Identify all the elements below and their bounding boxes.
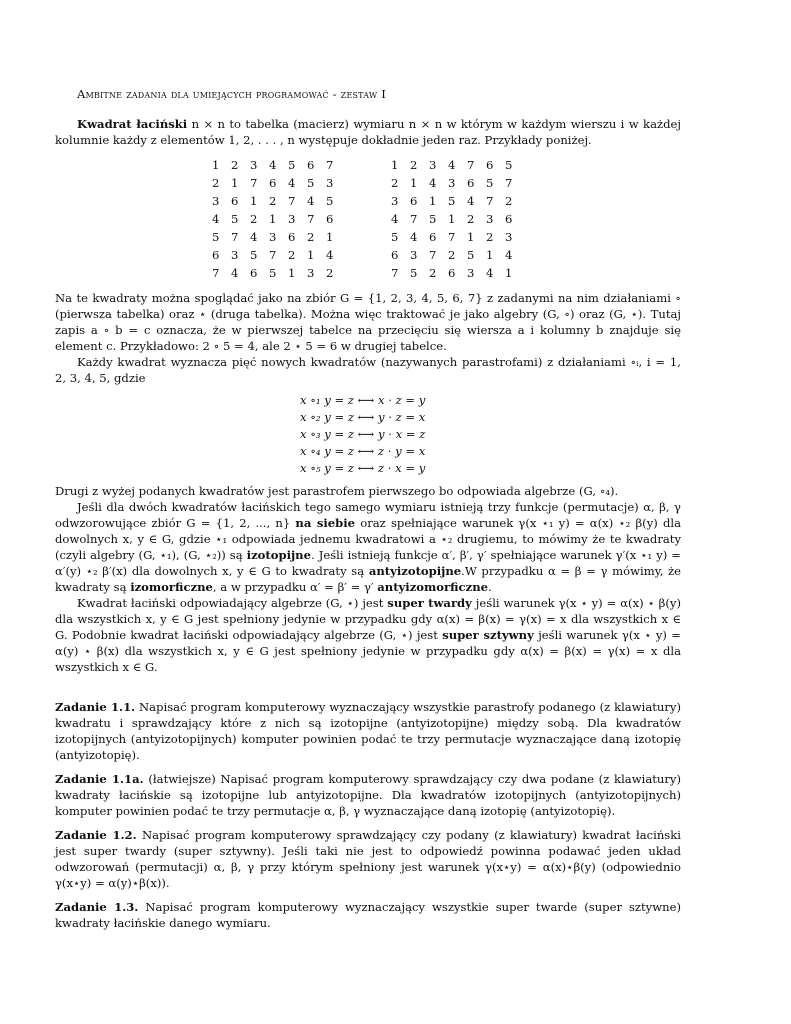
square-cell: 2 [410,158,418,172]
square-row [212,174,345,192]
square-cell: 6 [250,266,258,280]
square-cell: 5 [448,194,456,208]
square-cell: 3 [212,194,220,208]
square-cell: 1 [288,266,296,280]
task-1-1a [55,771,681,819]
square-cell: 3 [467,266,475,280]
square-cell: 3 [486,212,494,226]
parastrophe-equations [300,392,681,477]
latin-square-2 [391,156,524,282]
square-cell: 4 [391,212,399,226]
task-text: Napisać program komputerowy wyznaczający wszystkie parastrofy podanego (z klawiatury) kwadratu i sprawdzający które z nich są izotopijne (antyizotopijne) między sobą. Dla kwadratów izotopijnych (antyizotopijnych) komputer powinien podać te trzy permutacje wyznaczające daną izotopię (antyizotopię). [55,700,681,762]
task-1-2 [55,827,681,891]
text: . Jeśli istnieją funkcje α′, β′, γ′ spełniające warunek γ′(x ⋆₁ y) = α′(y) ⋆₂ β′(x) dla dowolnych x, y ∈ G to kwadraty są [55,548,682,578]
square-cell: 6 [269,176,277,190]
square-cell: 4 [486,266,494,280]
term-izomorficzne: izomorficzne [130,580,213,594]
square-cell: 2 [288,248,296,262]
square-row [212,192,345,210]
intro-term: Kwadrat łaciński [77,117,188,131]
square-cell: 4 [505,248,513,262]
square-cell: 4 [231,266,239,280]
square-cell: 4 [250,230,258,244]
equation: x ∘₃ y = z ⟷ y · x = z [300,427,426,441]
square-cell: 6 [288,230,296,244]
square-cell: 2 [486,230,494,244]
task-label: Zadanie 1.1a. [55,772,144,786]
square-cell: 5 [250,248,258,262]
text: Kwadrat łaciński odpowiadający algebrze (G, ⋆) jest [77,596,388,610]
square-cell: 4 [410,230,418,244]
square-cell: 1 [307,248,315,262]
square-cell: 5 [391,230,399,244]
square-cell: 1 [212,158,220,172]
square-cell: 2 [448,248,456,262]
equation: x ∘₁ y = z ⟷ x · z = y [300,393,426,407]
square-cell: 5 [429,212,437,226]
square-cell: 6 [391,248,399,262]
square-cell: 7 [326,158,334,172]
square-row [391,246,524,264]
equation: x ∘₄ y = z ⟷ z · y = x [300,444,426,458]
square-cell: 6 [448,266,456,280]
square-cell: 6 [486,158,494,172]
square-cell: 7 [269,248,277,262]
square-cell: 5 [467,248,475,262]
square-cell: 4 [326,248,334,262]
term-super-twardy: super twardy [387,596,472,610]
square-row [212,156,345,174]
square-cell: 5 [231,212,239,226]
square-cell: 3 [448,176,456,190]
term-antyizomorficzne: antyizomorficzne [377,580,489,594]
square-cell: 2 [231,158,239,172]
square-cell: 7 [467,158,475,172]
task-text: Napisać program komputerowy sprawdzający czy podany (z klawiatury) kwadrat łaciński jest super twardy (super sztywny). Jeśli taki nie jest to odpowiedź powinna podawać jeden układ odwzorowań (permutacji) α, β, γ przy którym spełniony jest warunek γ(x⋆y) = α(x)⋆β(y) (odpowiednio γ(x⋆y) = α(y)⋆β(x)). [55,828,681,890]
square-cell: 1 [448,212,456,226]
task-1-1 [55,699,681,763]
square-row [212,264,345,282]
paragraph-parastrophes: Każdy kwadrat wyznacza pięć nowych kwadratów (nazywanych parastrofami) z działaniami ∘ᵢ, i = 1, 2, 3, 4, 5, gdzie [55,355,681,385]
square-cell: 3 [307,266,315,280]
square-cell: 4 [288,176,296,190]
square-cell: 1 [467,230,475,244]
square-cell: 2 [250,212,258,226]
square-cell: 7 [307,212,315,226]
square-cell: 1 [505,266,513,280]
square-row [391,228,524,246]
paragraph-second-square: Drugi z wyżej podanych kwadratów jest parastrofem pierwszego bo odpowiada algebrze (G, ∘₄). [55,484,619,498]
square-cell: 1 [391,158,399,172]
square-cell: 4 [467,194,475,208]
square-cell: 6 [505,212,513,226]
task-label: Zadanie 1.3. [55,900,139,914]
square-row [212,210,345,228]
square-row [212,246,345,264]
text: . [488,580,492,594]
square-cell: 5 [486,176,494,190]
square-cell: 1 [410,176,418,190]
text: Jeśli dla dwóch kwadratów łacińskich tego samego wymiaru istnieją trzy funkcje (permutacje) α, β, γ odwzorowujące zbiór G = {1, 2, ..., n} [55,500,681,530]
equation: x ∘₂ y = z ⟷ y · z = x [300,410,426,424]
square-cell: 7 [288,194,296,208]
square-cell: 7 [391,266,399,280]
square-cell: 2 [269,194,277,208]
square-cell: 5 [212,230,220,244]
square-cell: 3 [288,212,296,226]
square-cell: 2 [391,176,399,190]
square-cell: 3 [505,230,513,244]
square-cell: 5 [410,266,418,280]
square-cell: 1 [429,194,437,208]
intro-text: n × n to tabelka (macierz) wymiaru n × n w którym w każdym wierszu i w każdej kolumnie każdy z elementów 1, 2, . . . , n występuje dokładnie jeden raz. Przykłady poniżej. [55,117,681,147]
square-row [391,156,524,174]
square-cell: 7 [429,248,437,262]
square-cell: 2 [429,266,437,280]
paragraph-super [55,595,681,675]
document-page [55,86,681,931]
square-cell: 3 [429,158,437,172]
square-row [391,174,524,192]
task-label: Zadanie 1.1. [55,700,136,714]
square-cell: 7 [410,212,418,226]
task-label: Zadanie 1.2. [55,828,137,842]
square-cell: 4 [448,158,456,172]
square-cell: 2 [326,266,334,280]
term-super-sztywny: super sztywny [442,628,534,642]
text: jeśli warunek γ(x ⋆ y) = α(x) ⋆ β(y) dla wszystkich x, y ∈ G jest spełniony jedynie w przypadku gdy α(x) = β(x) = γ(x) = x dla wszystkich x ∈ G. Podobnie kwadrat łaciński odpowiadający algebrze (G, ⋆) jest [55,596,681,642]
square-cell: 5 [269,266,277,280]
square-cell: 3 [231,248,239,262]
square-cell: 4 [269,158,277,172]
latin-squares [55,156,681,282]
square-cell: 3 [250,158,258,172]
square-cell: 1 [326,230,334,244]
square-cell: 3 [269,230,277,244]
task-text: (łatwiejsze) Napisać program komputerowy sprawdzający czy dwa podane (z klawiatury) kwadraty łacińskie są izotopijne lub antyizotopijne. Dla kwadratów izotopijnych (antyizotopijnych) komputer powinien podać te trzy permutacje α, β, γ wyznaczające daną izotopię (antyizotopię). [55,772,681,818]
task-1-3 [55,899,681,931]
square-cell: 4 [307,194,315,208]
text: , a w przypadku α′ = β′ = γ′ [212,580,378,594]
square-cell: 5 [505,158,513,172]
paragraph-operations: Na te kwadraty można spoglądać jako na zbiór G = {1, 2, 3, 4, 5, 6, 7} z zadanymi na nim działaniami ∘ (pierwsza tabelka) oraz ⋆ (druga tabelka). Można więc traktować je jako algebry (G, ∘) oraz (G, ⋆). Tutaj zapis a ∘ b = c oznacza, że w pierwszej tabelce na przecięciu się wiersza a i kolumny b znajduje się element c. Przykładowo: 2 ∘ 5 = 4, ale 2 ⋆ 5 = 6 w drugiej tabelce. [55,291,681,353]
square-cell: 6 [410,194,418,208]
square-cell: 2 [307,230,315,244]
square-cell: 3 [410,248,418,262]
square-cell: 6 [231,194,239,208]
text: oraz spełniające warunek γ(x ⋆₁ y) = α(x) ⋆₂ β(y) dla dowolnych x, y ∈ G, gdzie ⋆₁ odpowiada jednemu kwadratowi a ⋆₂ drugiemu, to mówimy że te kwadraty (czyli algebry (G, ⋆₁), (G, ⋆₂)) są [55,516,681,562]
square-cell: 2 [212,176,220,190]
intro-paragraph [55,116,681,148]
square-cell: 1 [250,194,258,208]
square-row [391,210,524,228]
square-cell: 2 [505,194,513,208]
square-cell: 3 [326,176,334,190]
square-cell: 7 [505,176,513,190]
square-cell: 1 [269,212,277,226]
square-cell: 5 [307,176,315,190]
square-cell: 3 [391,194,399,208]
square-cell: 6 [467,176,475,190]
square-cell: 7 [448,230,456,244]
square-cell: 6 [429,230,437,244]
square-cell: 7 [486,194,494,208]
square-cell: 4 [429,176,437,190]
text: .W przypadku α = β = γ mówimy, że kwadraty są [55,564,682,594]
square-row [391,192,524,210]
square-cell: 7 [250,176,258,190]
square-cell: 4 [212,212,220,226]
square-cell: 1 [231,176,239,190]
task-text: Napisać program komputerowy wyznaczający wszystkie super twarde (super sztywne) kwadraty łacińskie danego wymiaru. [55,900,681,930]
square-cell: 7 [212,266,220,280]
square-row [391,264,524,282]
latin-square-1 [212,156,345,282]
text: jeśli warunek γ(x ⋆ y) = α(y) ⋆ β(x) dla wszystkich x, y ∈ G jest spełniony jedynie w przypadku gdy α(x) = β(x) = γ(x) = x dla wszystkich x ∈ G. [55,628,681,674]
square-cell: 2 [467,212,475,226]
square-cell: 5 [326,194,334,208]
square-cell: 1 [486,248,494,262]
term-antyizotopijne: antyizotopijne [368,564,462,578]
square-cell: 6 [326,212,334,226]
square-cell: 7 [231,230,239,244]
square-cell: 6 [307,158,315,172]
equation: x ∘₅ y = z ⟷ z · x = y [300,461,426,475]
term-izotopijne: izotopijne [246,548,311,562]
square-row [212,228,345,246]
paragraph-isotopy [55,499,681,595]
page-header: Ambitne zadania dla umiejących programować - zestaw I [77,87,387,101]
term-na-siebie: na siebie [295,516,356,530]
square-cell: 5 [288,158,296,172]
square-cell: 6 [212,248,220,262]
